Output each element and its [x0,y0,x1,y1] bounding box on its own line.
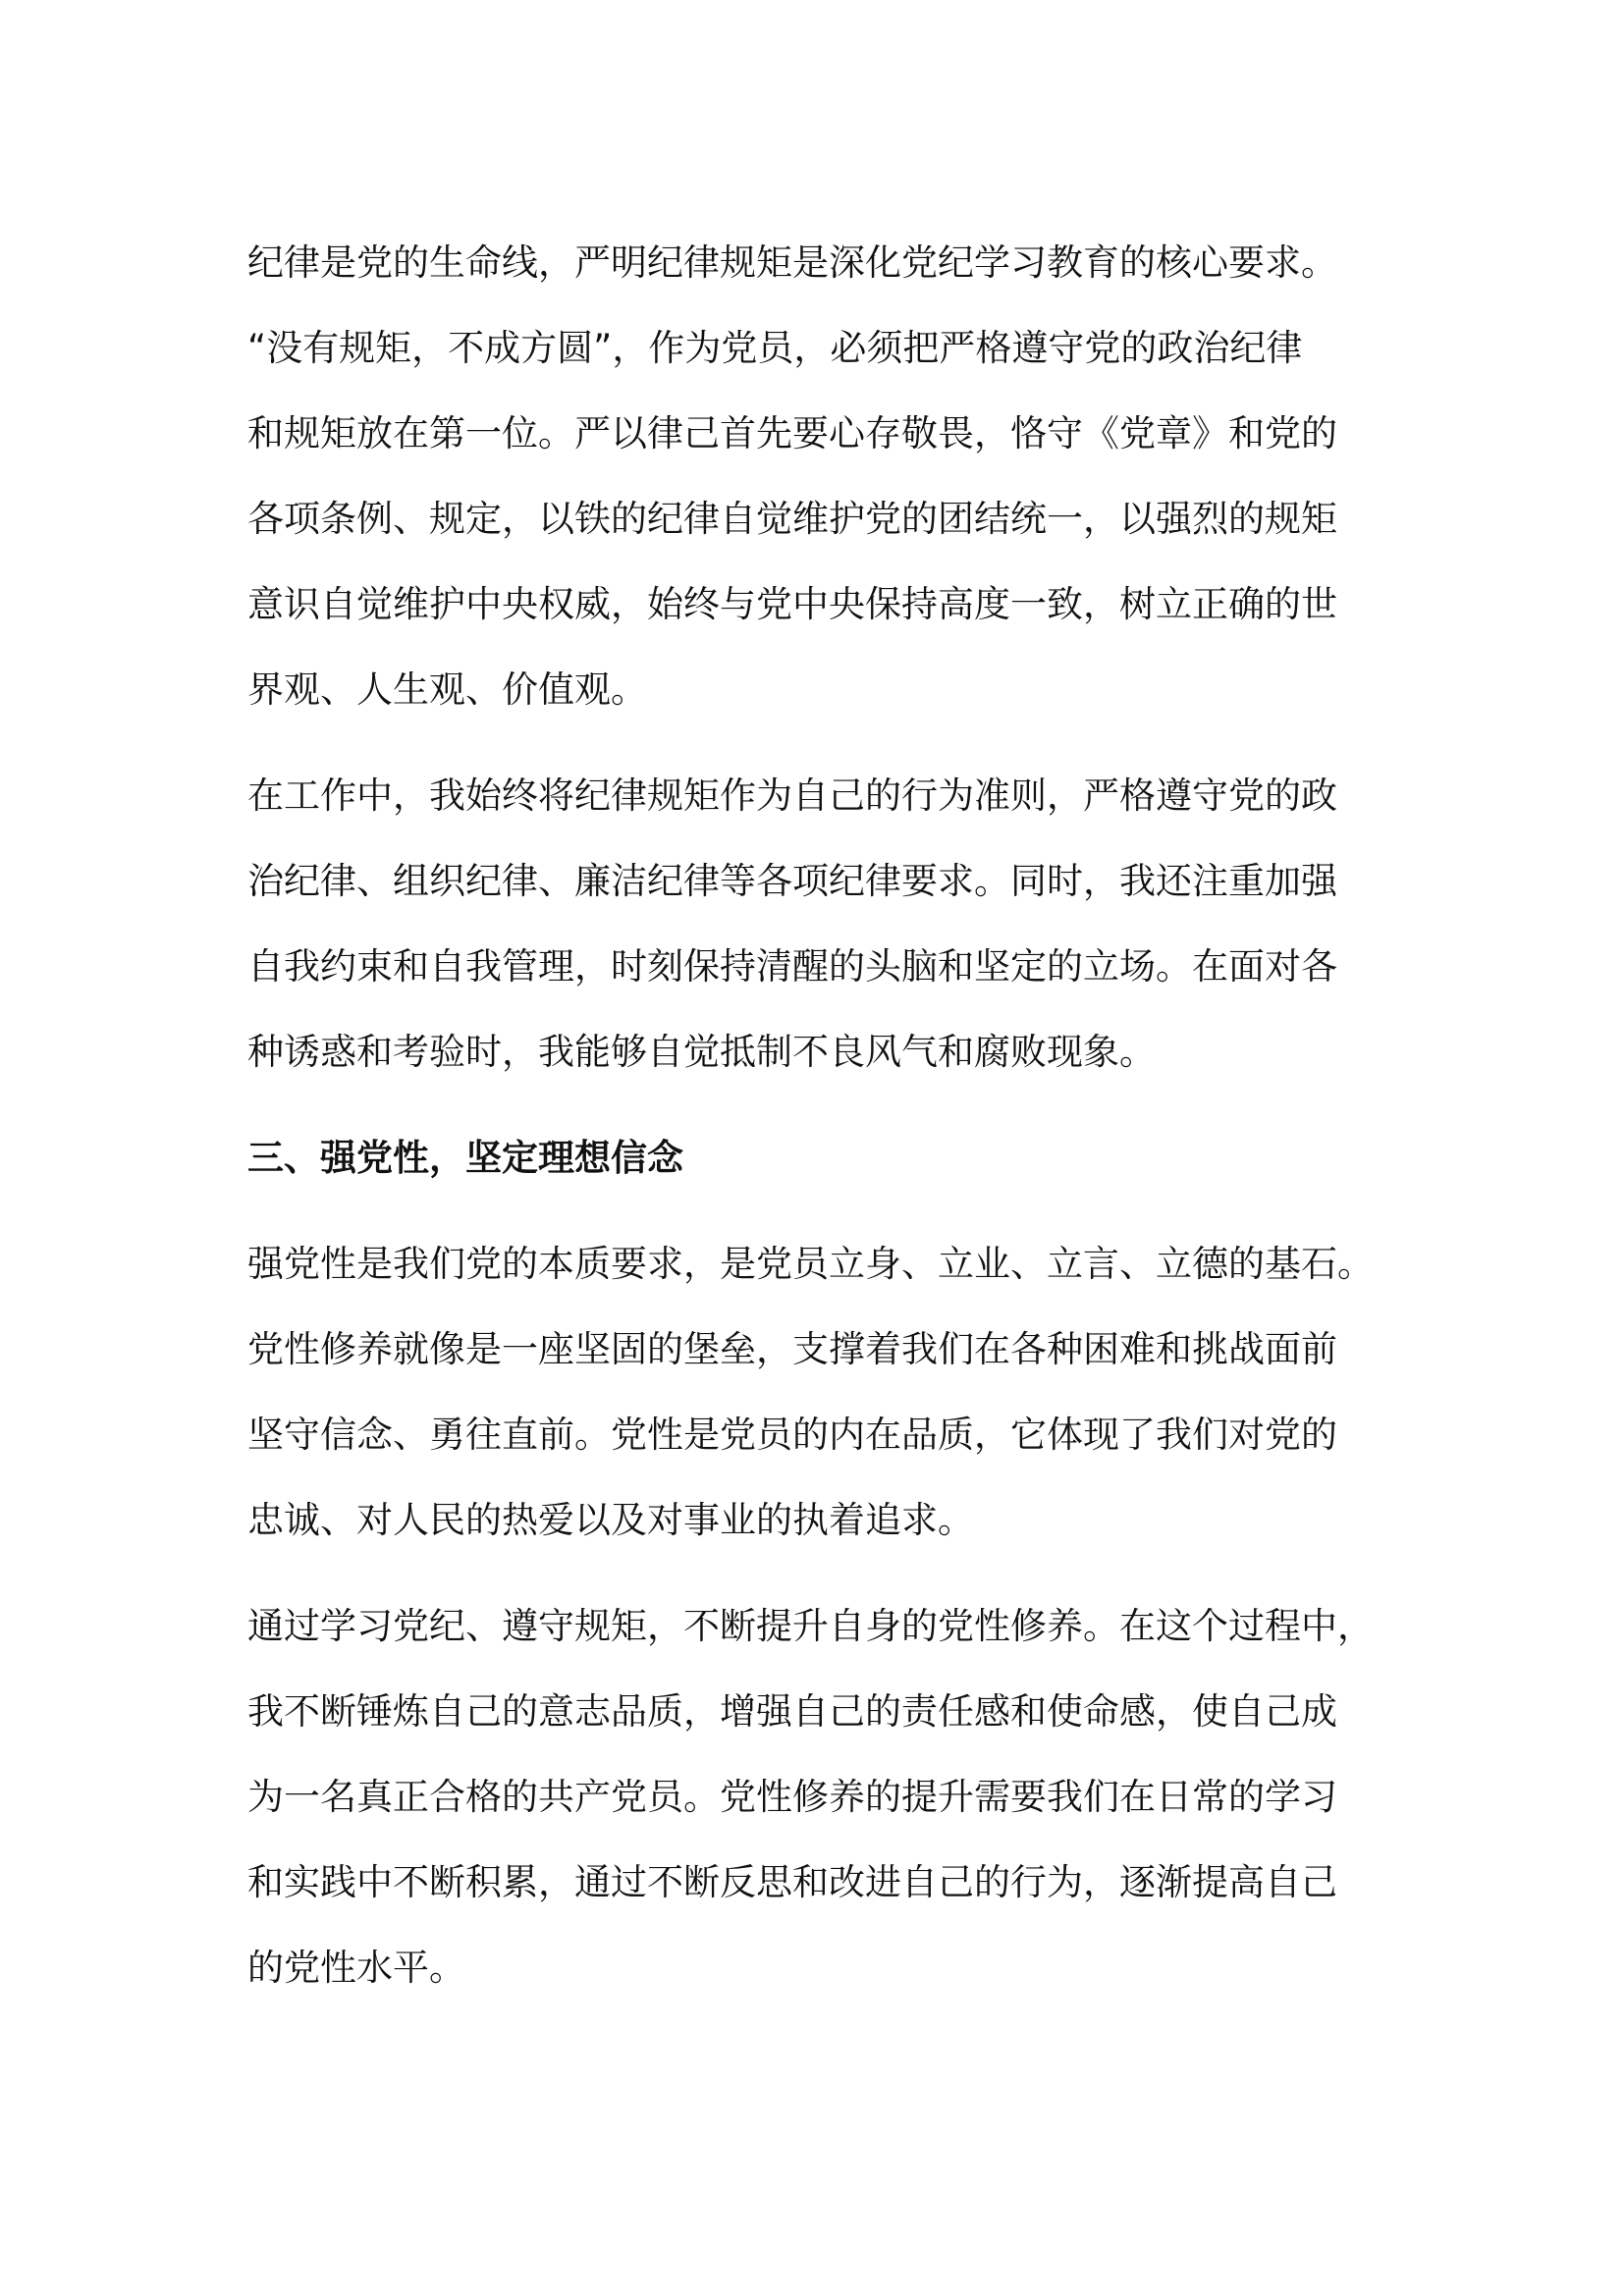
text-line: 忠诚、对人民的热爱以及对事业的执着追求。 [247,1499,974,1541]
text-line: “没有规矩，不成方圆”，作为党员，必须把严格遵守党的政治纪律 [247,327,1303,369]
text-line: 界观、人生观、价值观。 [247,668,647,711]
document-page [247,220,1386,2031]
text-line: 和实践中不断积累，通过不断反思和改进自己的行为，逐渐提高自己 [247,1861,1337,1903]
paragraph-cultivation [247,1583,1386,2010]
paragraph-work [247,753,1386,1095]
heading-text: 三、强党性，坚定理想信念 [247,1137,683,1179]
text-line: 自我约束和自我管理，时刻保持清醒的头脑和坚定的立场。在面对各 [247,945,1337,988]
text-line: 种诱惑和考验时，我能够自觉抵制不良风气和腐败现象。 [247,1031,1156,1073]
text-line: 在工作中，我始终将纪律规矩作为自己的行为准则，严格遵守党的政 [247,774,1337,817]
text-line: 党性修养就像是一座坚固的堡垒，支撑着我们在各种困难和挑战面前 [247,1328,1337,1370]
text-line: 为一名真正合格的共产党员。党性修养的提升需要我们在日常的学习 [247,1776,1337,1818]
text-line: 通过学习党纪、遵守规矩，不断提升自身的党性修养。在这个过程中， [247,1605,1374,1647]
text-line: 和规矩放在第一位。严以律己首先要心存敬畏，恪守《党章》和党的 [247,412,1337,454]
text-line: 各项条例、规定，以铁的纪律自觉维护党的团结统一，以强烈的规矩 [247,498,1337,540]
text-line: 坚守信念、勇往直前。党性是党员的内在品质，它体现了我们对党的 [247,1414,1337,1456]
text-line: 意识自觉维护中央权威，始终与党中央保持高度一致，树立正确的世 [247,583,1337,625]
text-line: 的党性水平。 [247,1947,465,1989]
text-line: 治纪律、组织纪律、廉洁纪律等各项纪律要求。同时，我还注重加强 [247,860,1337,902]
section-heading [247,1115,1386,1201]
text-line: 我不断锤炼自己的意志品质，增强自己的责任感和使命感，使自己成 [247,1690,1337,1733]
text-line: 强党性是我们党的本质要求，是党员立身、立业、立言、立德的基石。 [247,1243,1374,1285]
paragraph-party-spirit [247,1221,1386,1563]
paragraph-discipline [247,220,1386,732]
text-line: 纪律是党的生命线，严明纪律规矩是深化党纪学习教育的核心要求。 [247,241,1337,284]
